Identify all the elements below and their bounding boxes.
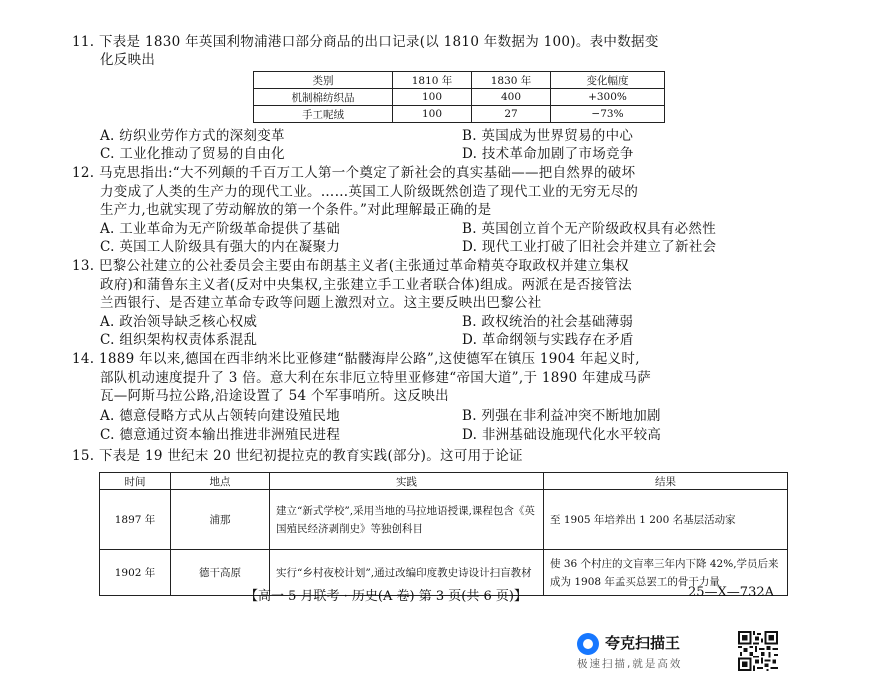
q11-table	[253, 71, 665, 123]
table-cell: 德干高原	[171, 550, 270, 596]
table-row	[254, 89, 665, 106]
qr-code-icon	[738, 631, 778, 671]
page-footer-info: 【高一 5 月联考 · 历史(A 卷) 第 3 页(共 6 页)】	[245, 589, 527, 604]
table-cell: 手工呢绒	[254, 106, 393, 123]
q12-stem-line2: 力变成了人类的生产力的现代工业。……英国工人阶级既然创造了现代工业的无穷无尽的	[100, 184, 639, 200]
q14-stem-line1: 14. 1889 年以来,德国在西非纳米比亚修建“骷髅海岸公路”,这使德军在镇压 1904 年起义时,	[72, 351, 640, 367]
table-cell: 至 1905 年培养出 1 200 名基层活动家	[544, 490, 788, 550]
q14-stem-line2: 部队机动速度提升了 3 倍。意大利在东非厄立特里亚修建“帝国大道”,于 1890 年建成马萨	[100, 370, 652, 386]
q15-table	[99, 472, 788, 596]
table-header-cell: 1810 年	[393, 72, 472, 89]
table-header-row	[100, 473, 788, 490]
table-header-cell: 类别	[254, 72, 393, 89]
q13-option-b: B. 政权统治的社会基础薄弱	[462, 314, 634, 330]
q12-option-a: A. 工业革命为无产阶级革命提供了基础	[100, 221, 341, 237]
table-header-row	[254, 72, 665, 89]
q11-option-c: C. 工业化推动了贸易的自由化	[100, 146, 285, 162]
q14-stem-line3: 瓦—阿斯马拉公路,沿途设置了 54 个军事哨所。这反映出	[100, 388, 449, 404]
q12-stem-line3: 生产力,也就实现了劳动解放的第一个条件。”对此理解最正确的是	[100, 202, 492, 218]
q14-option-d: D. 非洲基础设施现代化水平较高	[462, 427, 662, 443]
table-header-cell: 地点	[171, 473, 270, 490]
q11-option-a: A. 纺织业劳作方式的深刻变革	[100, 128, 285, 144]
q11-stem-line2: 化反映出	[100, 52, 156, 68]
q14-option-a: A. 德意侵略方式从占领转向建设殖民地	[100, 408, 341, 424]
page-footer-code: 25—X—732A	[688, 585, 774, 600]
table-cell: 机制棉纺织品	[254, 89, 393, 106]
q11-stem-line1: 11. 下表是 1830 年英国利物浦港口部分商品的出口记录(以 1810 年数据为 100)。表中数据变	[72, 34, 659, 50]
q13-option-c: C. 组织架构权责体系混乱	[100, 332, 258, 348]
brand-name: 夸克扫描王	[605, 634, 681, 652]
table-header-cell: 实践	[270, 473, 544, 490]
table-row	[100, 490, 788, 550]
table-row	[254, 106, 665, 123]
quark-logo-icon	[577, 633, 599, 655]
table-cell: 浦那	[171, 490, 270, 550]
table-cell: 实行“乡村夜校计划”,通过改编印度教史诗设计扫盲教材	[270, 550, 544, 596]
table-cell: 27	[472, 106, 551, 123]
q13-option-a: A. 政治领导缺乏核心权威	[100, 314, 258, 330]
q13-option-d: D. 革命纲领与实践存在矛盾	[462, 332, 634, 348]
q14-option-c: C. 德意通过资本输出推进非洲殖民进程	[100, 427, 341, 443]
table-header-cell: 结果	[544, 473, 788, 490]
q15-stem: 15. 下表是 19 世纪末 20 世纪初提拉克的教育实践(部分)。这可用于论证	[72, 448, 523, 464]
table-cell: 100	[393, 89, 472, 106]
table-header-cell: 1830 年	[472, 72, 551, 89]
table-cell: +300%	[551, 89, 665, 106]
table-cell: 400	[472, 89, 551, 106]
table-cell: 1897 年	[100, 490, 171, 550]
q12-stem-line1: 12. 马克思指出:“大不列颠的千百万工人第一个奠定了新社会的真实基础——把自然界的破坏	[72, 165, 636, 181]
q12-option-c: C. 英国工人阶级具有强大的内在凝聚力	[100, 239, 341, 255]
q11-option-b: B. 英国成为世界贸易的中心	[462, 128, 634, 144]
table-cell: 100	[393, 106, 472, 123]
table-cell: 建立“新式学校”,采用当地的马拉地语授课,课程包含《英国殖民经济剥削史》等独创科目	[270, 490, 544, 550]
q14-option-b: B. 列强在非利益冲突不断地加剧	[462, 408, 661, 424]
q11-option-d: D. 技术革命加剧了市场竞争	[462, 146, 634, 162]
table-cell: −73%	[551, 106, 665, 123]
table-cell: 1902 年	[100, 550, 171, 596]
q13-stem-line1: 13. 巴黎公社建立的公社委员会主要由布朗基主义者(主张通过革命精英夺取政权并建立集权	[72, 258, 629, 274]
table-cell: 使 36 个村庄的文盲率三年内下降 42%,学员后来成为 1908 年孟买总罢工的骨干力量	[544, 550, 788, 596]
q13-stem-line2: 政府)和蒲鲁东主义者(反对中央集权,主张建立手工业者联合体)组成。两派在是否接管法	[100, 277, 632, 293]
q12-option-b: B. 英国创立首个无产阶级政权具有必然性	[462, 221, 717, 237]
table-header-cell: 变化幅度	[551, 72, 665, 89]
brand-slogan: 极速扫描,就是高效	[577, 658, 683, 670]
q12-option-d: D. 现代工业打破了旧社会并建立了新社会	[462, 239, 717, 255]
table-header-cell: 时间	[100, 473, 171, 490]
q13-stem-line3: 兰西银行、是否建立革命专政等问题上激烈对立。这主要反映出巴黎公社	[100, 295, 542, 311]
